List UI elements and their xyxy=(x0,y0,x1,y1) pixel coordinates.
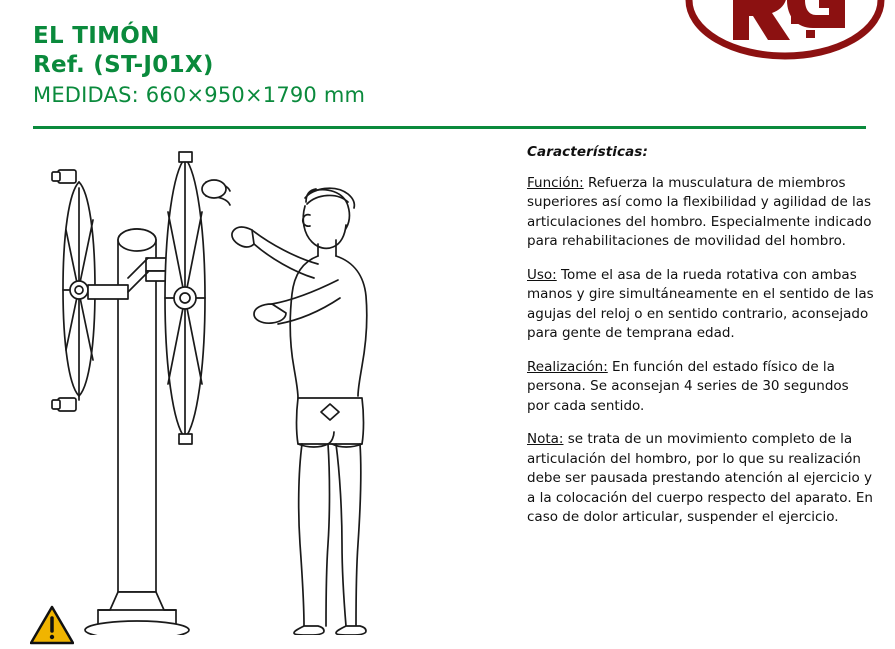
document-header xyxy=(0,0,895,122)
feature-paragraph-realizacion xyxy=(527,358,875,417)
feature-paragraph-uso xyxy=(527,266,875,344)
feature-lead-nota: Nota: xyxy=(527,431,564,447)
features-panel xyxy=(527,144,875,542)
feature-lead-uso: Uso: xyxy=(527,266,557,283)
exercise-machine-illustration xyxy=(18,140,488,635)
feature-text-realizacion: En función del estado físico de la persona. Se aconsejan 4 series de 30 segundos por cada sentido. xyxy=(527,358,849,414)
title-block xyxy=(33,22,365,110)
feature-text-nota: se trata de un movimiento completo de la articulación del hombro, por lo que su realización debe ser pausada prestando atención al ejercicio y a la colocación del cuerpo respecto del aparato. En caso de dolor articular, suspender el ejercicio. xyxy=(527,431,873,525)
feature-paragraph-nota xyxy=(527,430,875,528)
product-dimensions: MEDIDAS: 660×950×1790 mm xyxy=(33,83,366,107)
feature-text-uso: Tome el asa de la rueda rotativa con ambas manos y gire simultáneamente en el sentido de las agujas del reloj o en sentido contrario, aconsejado para gente de temprana edad. xyxy=(527,266,874,341)
product-reference: Ref. (ST-J01X) xyxy=(33,52,214,78)
rg-logo xyxy=(673,0,887,78)
feature-text-funcion: Refuerza la musculatura de miembros superiores así como la flexibilidad y agilidad de las articulaciones del hombro. Especialmente indicado para rehabilitaciones de movilidad del hombro. xyxy=(527,174,872,249)
features-heading: Características: xyxy=(527,144,648,160)
warning-triangle-icon xyxy=(30,605,74,645)
feature-lead-funcion: Función: xyxy=(527,174,584,191)
feature-lead-realizacion: Realización: xyxy=(527,358,608,375)
header-divider xyxy=(33,126,866,129)
feature-paragraph-funcion xyxy=(527,174,875,252)
product-name: EL TIMÓN xyxy=(33,23,160,49)
